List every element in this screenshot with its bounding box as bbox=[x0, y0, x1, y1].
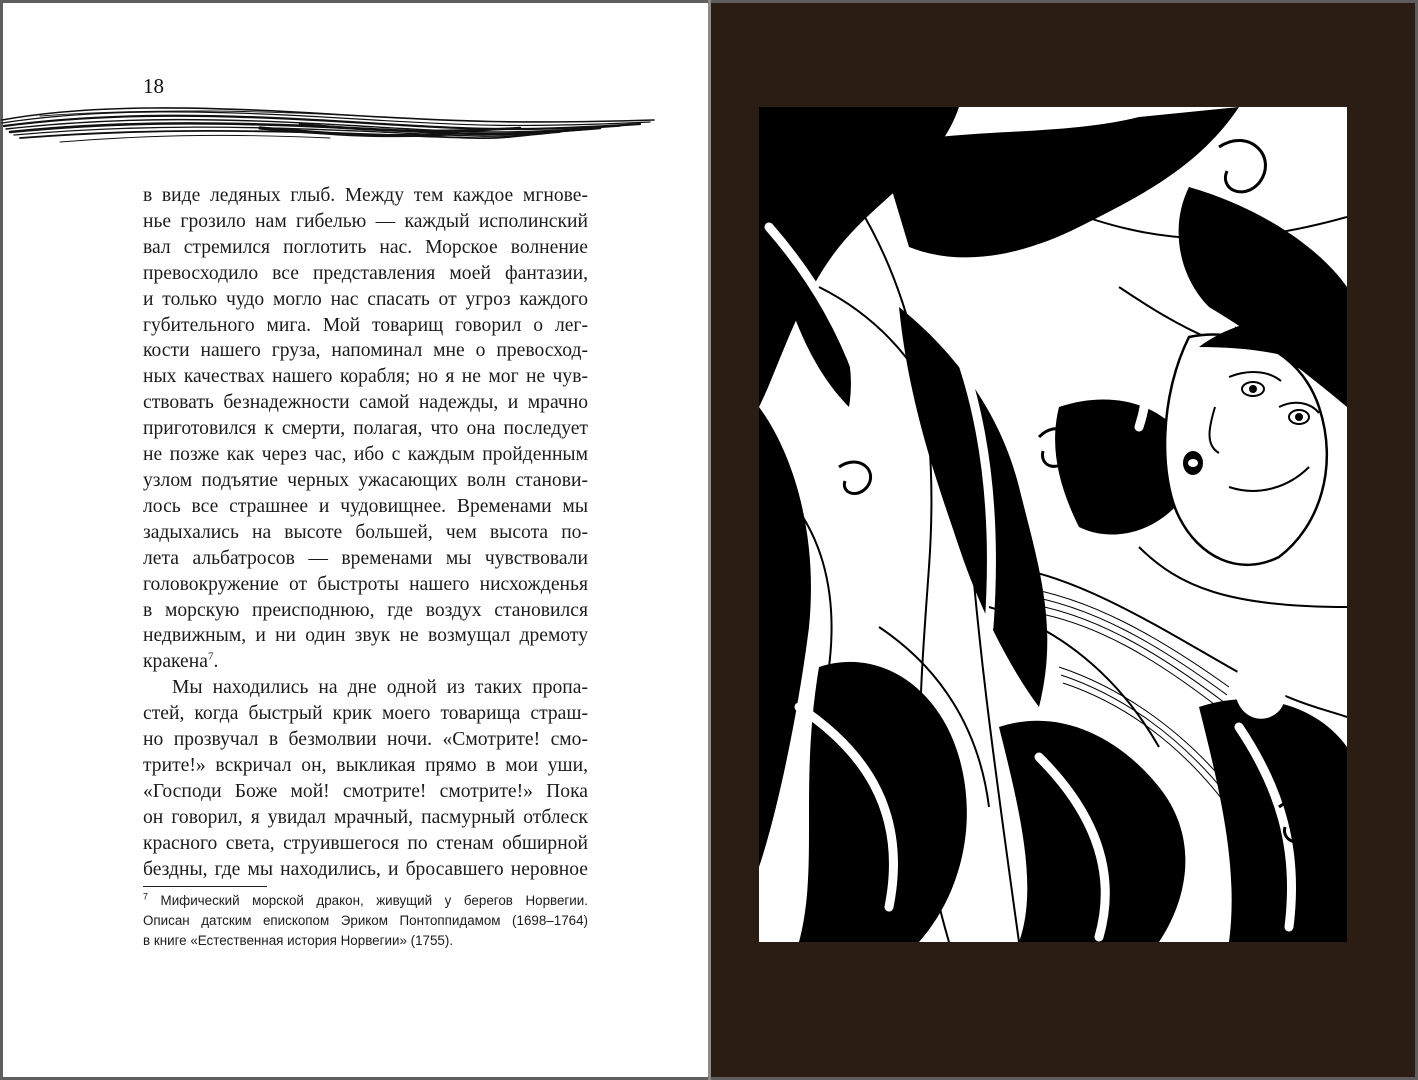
paragraph-1 bbox=[143, 183, 588, 675]
text-line: ных качествах нашего корабля; но я не мог не чув- bbox=[143, 366, 588, 388]
text-line: в виде ледяных глыб. Между тем каждое мгнове- bbox=[143, 185, 588, 206]
text-line: он говорил, я увидал мрачный, пасмурный отблеск bbox=[143, 806, 588, 828]
footnote bbox=[143, 891, 588, 951]
text-line: кракена$^7$. bbox=[143, 650, 219, 673]
page-number: 18 bbox=[143, 74, 164, 98]
text-line: вал стремился поглотить нас. Морское волнение bbox=[143, 236, 588, 258]
illustration-panel bbox=[759, 107, 1347, 942]
footnote-line: в книге «Естественная история Норвегии» (1755). bbox=[143, 933, 454, 948]
text-line: лось все страшнее и чудовищнее. Временами мы bbox=[143, 495, 588, 517]
text-line: «Господи Боже мой! смотрите! смотрите!» Пока bbox=[143, 780, 588, 802]
footnote-line: $^7$ Мифический морской дракон, живущий у берегов Норвегии. bbox=[143, 891, 588, 908]
text-line: и только чудо могло нас спасать от угроз каждого bbox=[143, 288, 588, 310]
footnote-divider bbox=[143, 886, 267, 887]
text-line-word: кракена bbox=[143, 651, 208, 673]
text-line: узлом подъятие черных ужасающих волн станови- bbox=[143, 469, 588, 491]
text-line: красного света, струившегося по стенам обширной bbox=[143, 832, 588, 854]
text-line: задыхались на высоте большей, чем высота по- bbox=[143, 521, 588, 543]
text-line: в морскую преисподнюю, где воздух становился bbox=[143, 599, 588, 621]
paragraph-2 bbox=[143, 675, 588, 882]
body-text bbox=[143, 183, 588, 882]
text-line: лета альбатросов — временами мы чувствовали bbox=[143, 547, 588, 569]
text-line: кости нашего груза, напоминал мне о превосход- bbox=[143, 340, 588, 362]
text-line: превосходило все представления моей фантазии, bbox=[143, 262, 588, 284]
text-line: но прозвучал в безмолвии ночи. «Смотрите! смо- bbox=[143, 729, 588, 751]
footnote-line: Описан датским епископом Эриком Понтоппидамом (1698–1764) bbox=[143, 913, 588, 928]
text-line: ствовать безнадежности самой надежды, и мрачно bbox=[143, 392, 588, 414]
footnote-reference: 7 bbox=[207, 650, 214, 663]
text-line: бездны, где мы находились, и бросавшего неровное bbox=[143, 858, 588, 880]
text-line: трите!» вскричал он, выкликая прямо в мои уши, bbox=[143, 754, 588, 776]
text-line: стей, когда быстрый крик моего товарища страш- bbox=[143, 703, 588, 725]
footnote-marker: 7 bbox=[143, 891, 149, 902]
art-nouveau-face-illustration-icon bbox=[759, 107, 1347, 942]
wave-ornament-icon bbox=[0, 98, 656, 148]
text-line: недвижным, и ни один звук не возмущал дремоту bbox=[143, 625, 588, 647]
text-line: нье грозило нам гибелью — каждый исполинский bbox=[143, 210, 588, 232]
text-line: губительного мига. Мой товарищ говорил о лег- bbox=[143, 314, 588, 336]
text-line: не позже как через час, ибо с каждым пройденным bbox=[143, 444, 588, 466]
text-line: головокружение от быстроты нашего нисхожденья bbox=[143, 573, 588, 595]
text-line: Мы находились на дне одной из таких пропа- bbox=[172, 677, 588, 699]
text-line: приготовился к смерти, полагая, что она последует bbox=[143, 418, 588, 440]
